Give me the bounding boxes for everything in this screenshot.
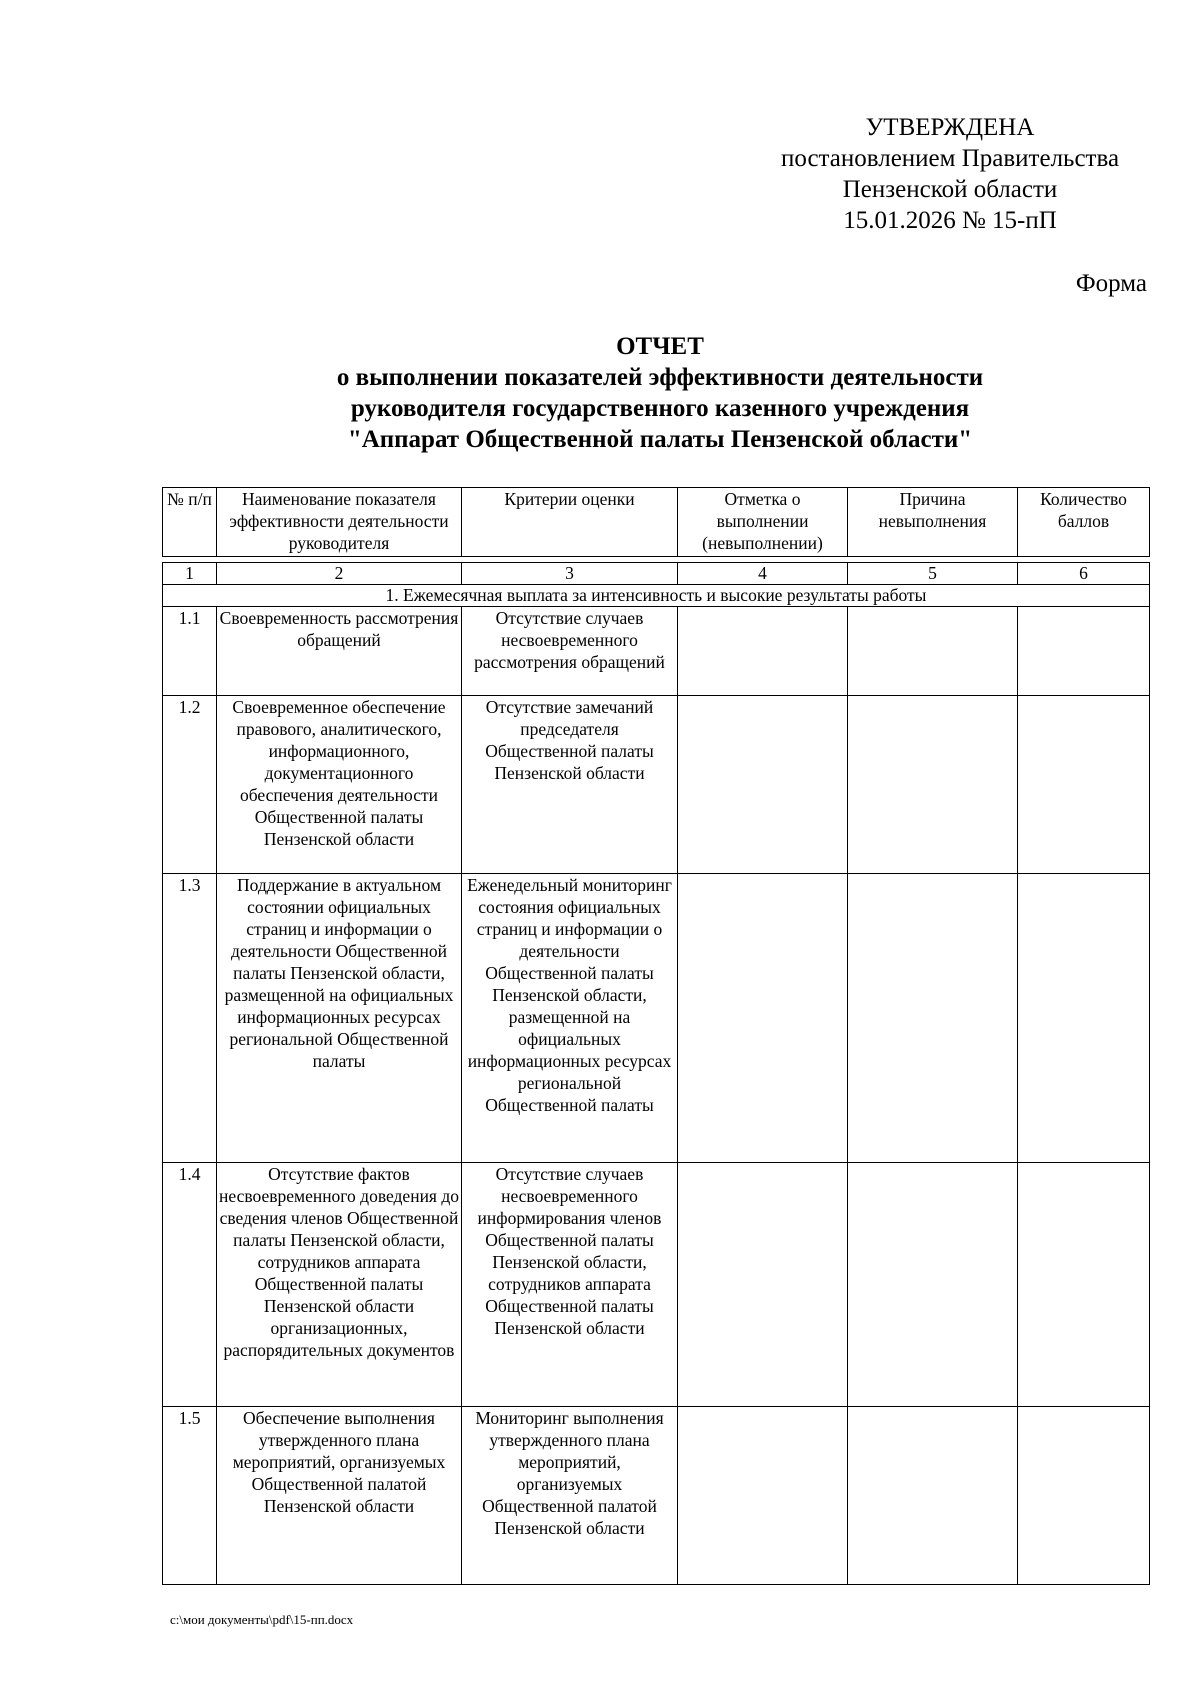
row-reason [848,1163,1018,1407]
row-points [1018,696,1150,874]
column-number: 2 [217,563,462,585]
report-title-line-4: "Аппарат Общественной палаты Пензенской области" [347,426,973,453]
header-points: Количество баллов [1018,488,1150,557]
table-header-row [163,488,1150,557]
column-number: 3 [462,563,678,585]
form-label: Форма [1075,270,1147,297]
row-name: Обеспечение выполнения утвержденного плана мероприятий, организуемых Общественной палатой Пензенской области [217,1407,462,1585]
row-reason [848,874,1018,1163]
approval-date-number: 15.01.2026 № 15-пП [843,207,1057,234]
table-row [163,696,1150,874]
row-reason [848,696,1018,874]
row-points [1018,607,1150,696]
header-criteria: Критерии оценки [462,488,678,557]
report-title-line-1: ОТЧЕТ [616,333,704,360]
approval-region: Пензенской области [842,176,1058,203]
column-numbers-row [163,563,1150,585]
row-num: 1.5 [163,1407,217,1585]
header-mark: Отметка о выполнении (невыполнении) [678,488,848,557]
row-criteria: Отсутствие замечаний председателя Общественной палаты Пензенской области [462,696,678,874]
table-row [163,607,1150,696]
row-name: Поддержание в актуальном состоянии официальных страниц и информации о деятельности Общественной палаты Пензенской области, размещенной на официальных информационных ресурсах региональной Общественной палаты [217,874,462,1163]
approval-resolution: постановлением Правительства [780,145,1120,172]
report-title-line-3: руководителя государственного казенного учреждения [350,395,970,422]
row-mark [678,1163,848,1407]
approval-stamp [740,112,1160,236]
section-title: 1. Ежемесячная выплата за интенсивность и высокие результаты работы [163,585,1150,607]
approval-title: УТВЕРЖДЕНА [865,114,1035,141]
row-name: Своевременное обеспечение правового, аналитического, информационного, документационного обеспечения деятельности Общественной палаты Пензенской области [217,696,462,874]
report-title [160,331,1160,455]
header-name: Наименование показателя эффективности деятельности руководителя [217,488,462,557]
table-row [163,1407,1150,1585]
row-num: 1.4 [163,1163,217,1407]
row-reason [848,1407,1018,1585]
row-criteria: Еженедельный мониторинг состояния официальных страниц и информации о деятельности Общественной палаты Пензенской области, размещенной на официальных информационных ресурсах региональной Общественной палаты [462,874,678,1163]
row-num: 1.3 [163,874,217,1163]
row-mark [678,1407,848,1585]
header-reason: Причина невыполнения [848,488,1018,557]
row-reason [848,607,1018,696]
column-number: 5 [848,563,1018,585]
row-points [1018,1163,1150,1407]
row-num: 1.2 [163,696,217,874]
table-row [163,1163,1150,1407]
row-name: Своевременность рассмотрения обращений [217,607,462,696]
row-criteria: Отсутствие случаев несвоевременного рассмотрения обращений [462,607,678,696]
row-name: Отсутствие фактов несвоевременного доведения до сведения членов Общественной палаты Пензенской области, сотрудников аппарата Общественной палаты Пензенской области организационных, распорядительных документов [217,1163,462,1407]
table-row [163,874,1150,1163]
row-num: 1.1 [163,607,217,696]
row-mark [678,874,848,1163]
row-mark [678,696,848,874]
row-criteria: Отсутствие случаев несвоевременного информирования членов Общественной палаты Пензенской области, сотрудников аппарата Общественной палаты Пензенской области [462,1163,678,1407]
report-title-line-2: о выполнении показателей эффективности деятельности [336,364,984,391]
row-points [1018,1407,1150,1585]
column-number: 4 [678,563,848,585]
file-path-footer: c:\мои документы\pdf\15-пп.docx [170,1612,354,1627]
column-number: 1 [163,563,217,585]
row-mark [678,607,848,696]
section-row [163,585,1150,607]
column-number: 6 [1018,563,1150,585]
row-criteria: Мониторинг выполнения утвержденного плана мероприятий, организуемых Общественной палатой Пензенской области [462,1407,678,1585]
report-table [162,487,1150,1585]
header-num: № п/п [163,488,217,557]
row-points [1018,874,1150,1163]
